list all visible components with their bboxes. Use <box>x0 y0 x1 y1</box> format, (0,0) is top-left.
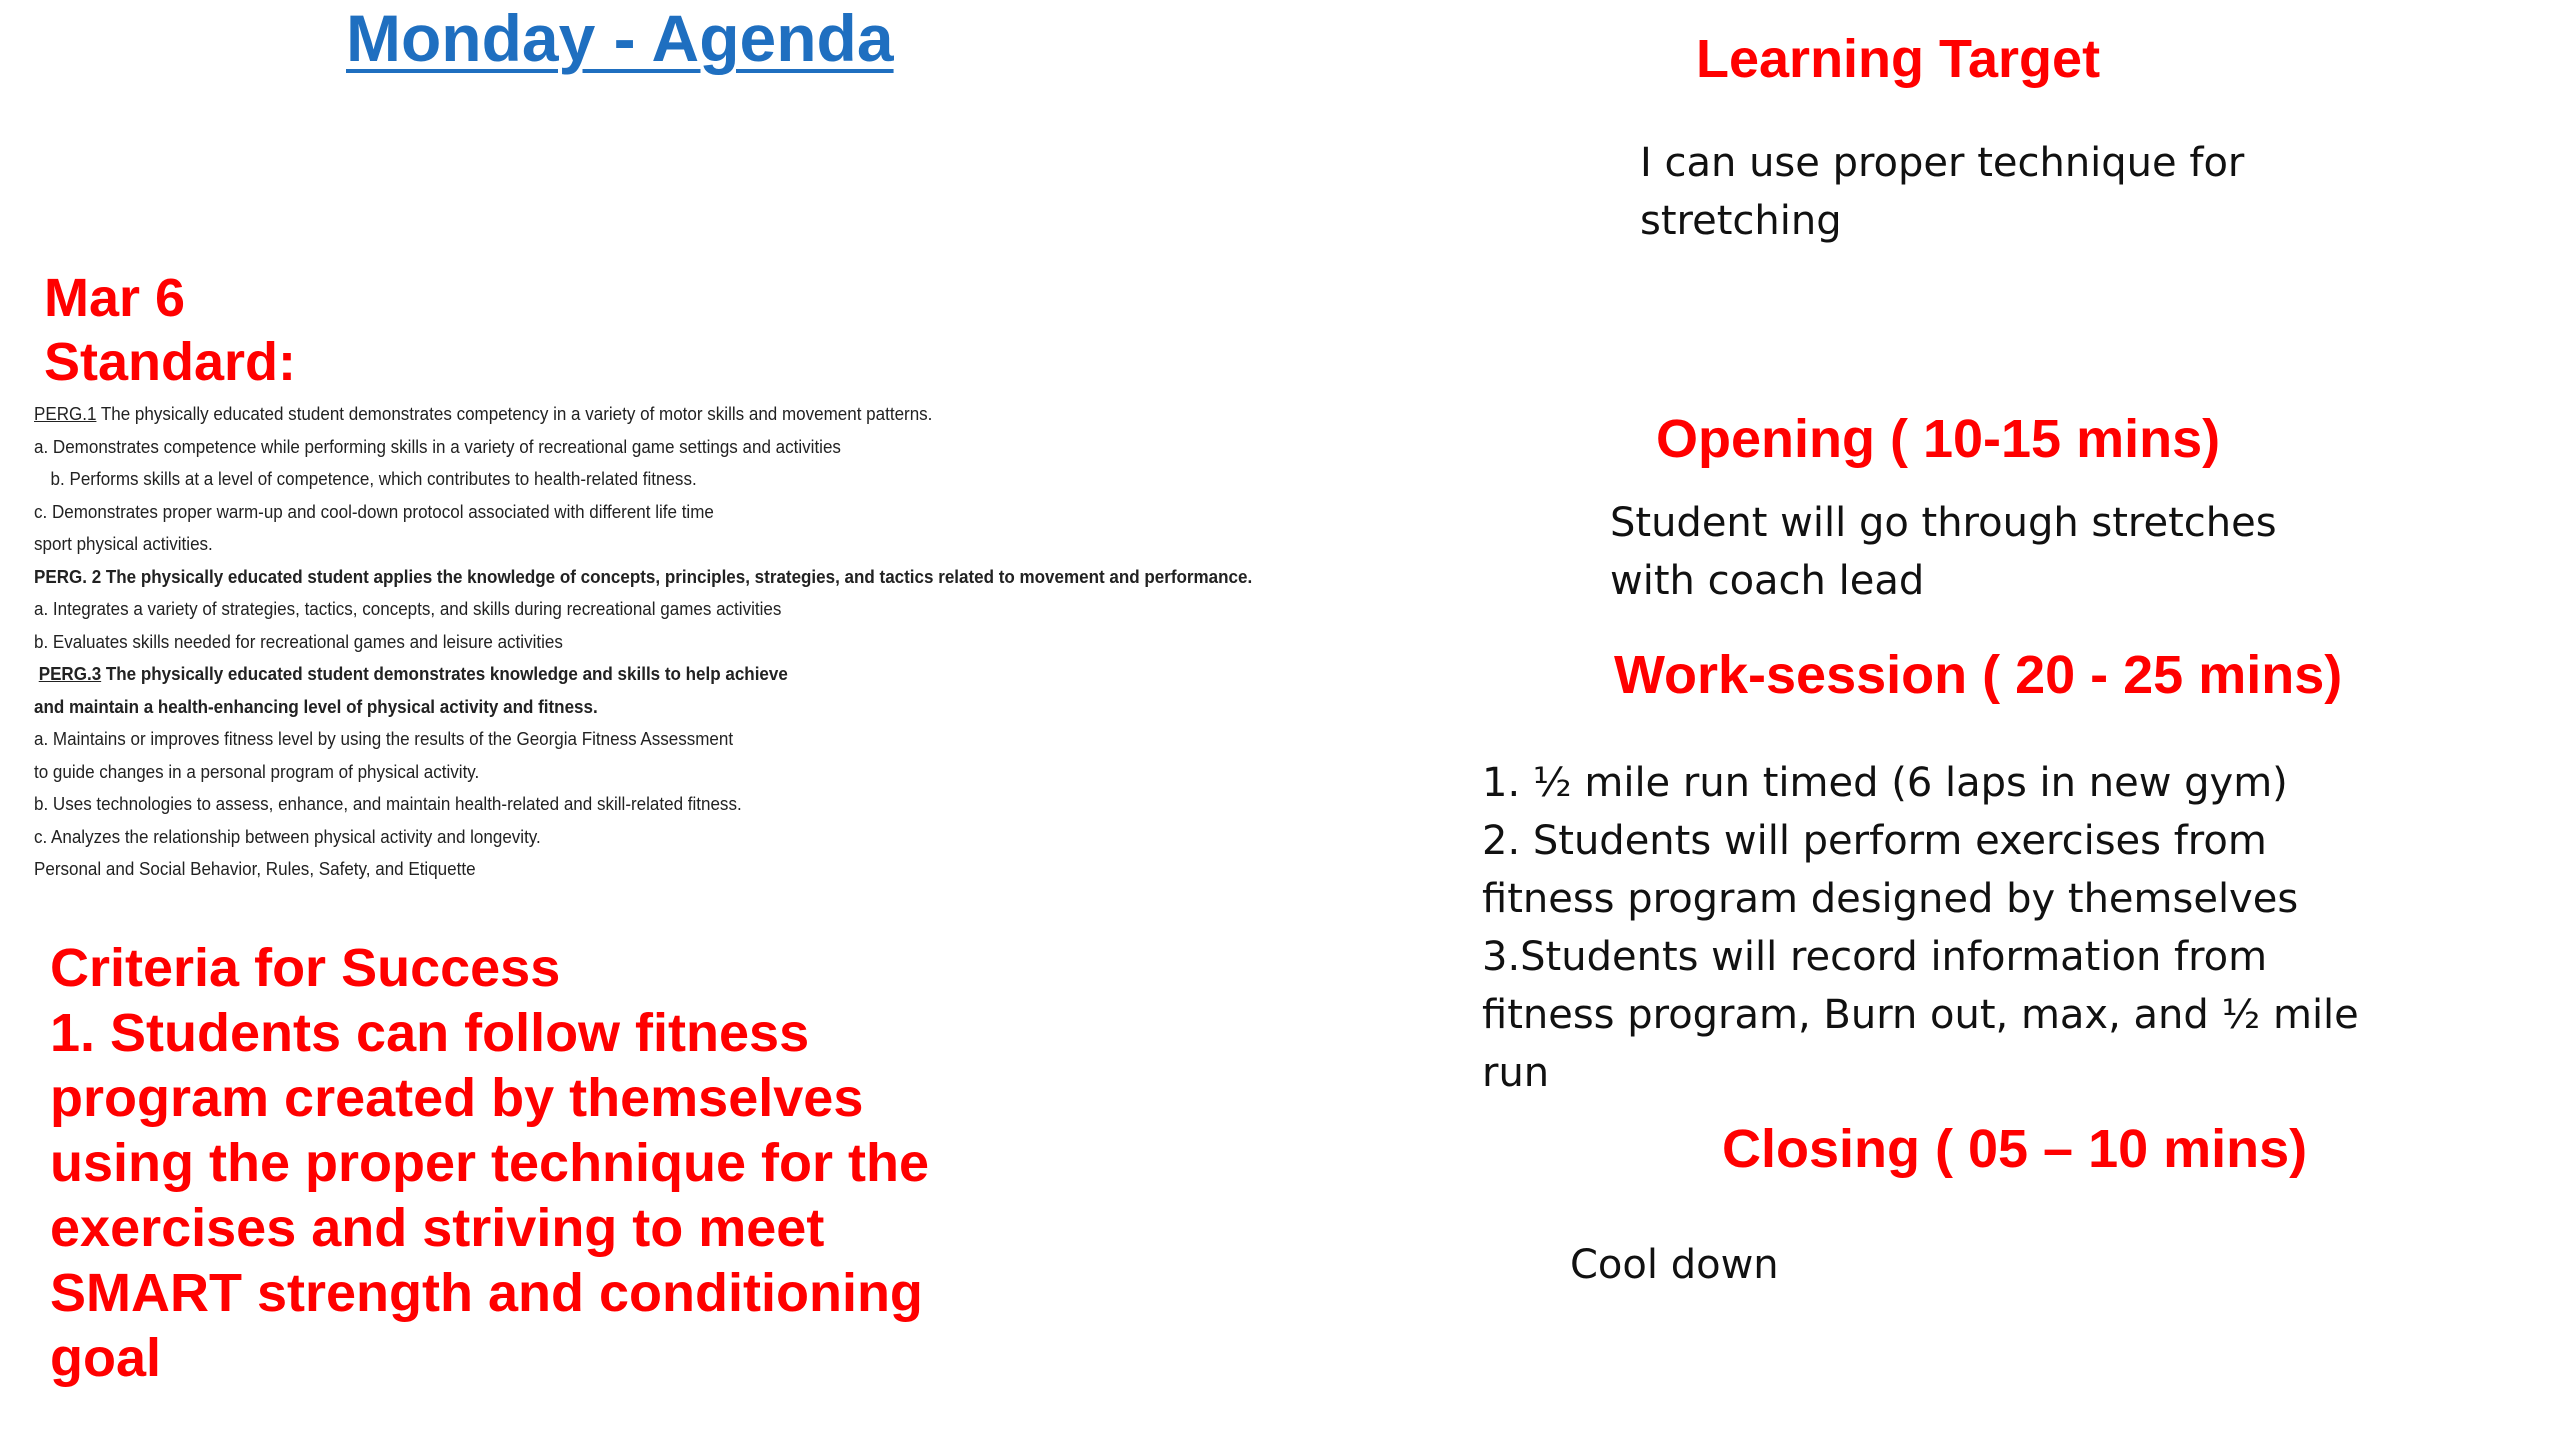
opening-heading: Opening ( 10-15 mins) <box>1656 409 2221 469</box>
standard-line: b. Performs skills at a level of competence, which contributes to health-related fitness. <box>50 468 697 489</box>
standard-line: c. Analyzes the relationship between physical activity and longevity. <box>34 825 541 847</box>
standard-line: b. Evaluates skills needed for recreational games and leisure activities <box>34 630 563 652</box>
work-session-item: 2. Students will perform exercises from fitness program designed by themselves <box>1482 818 2299 922</box>
standard-code: PERG.3 <box>38 663 102 684</box>
closing-heading: Closing ( 05 – 10 mins) <box>1722 1119 2308 1179</box>
standard-line: sport physical activities. <box>34 533 213 554</box>
standard-line: c. Demonstrates proper warm-up and cool-down protocol associated with different life time <box>34 500 714 522</box>
learning-target-text: I can use proper technique for stretching <box>1640 140 2245 244</box>
work-session-heading: Work-session ( 20 - 25 mins) <box>1614 645 2343 705</box>
standard-line: and maintain a health-enhancing level of physical activity and fitness. <box>34 695 598 717</box>
learning-target-heading: Learning Target <box>1696 29 2101 89</box>
standard-line: a. Demonstrates competence while performing skills in a variety of recreational game settings and activities <box>34 435 841 457</box>
standard-list <box>34 398 1253 886</box>
work-session-item: 1. ½ mile run timed (6 laps in new gym) <box>1482 760 2288 806</box>
standard-line: PERG.1 The physically educated student demonstrates competency in a variety of motor skills and movement patterns. <box>34 403 933 424</box>
standard-line: Personal and Social Behavior, Rules, Safety, and Etiquette <box>34 858 476 879</box>
criteria-heading: Criteria for Success <box>50 938 561 998</box>
standard-line: b. Uses technologies to assess, enhance, and maintain health-related and skill-related fitness. <box>34 793 742 814</box>
work-session-list <box>1482 754 2362 1102</box>
page-title: Monday - Agenda <box>346 1 894 75</box>
standard-line: PERG. 2 The physically educated student applies the knowledge of concepts, principles, strategies, and tactics related to movement and performance. <box>34 565 1253 587</box>
standard-code: PERG.1 <box>34 403 97 424</box>
date-label: Mar 6 <box>44 268 186 328</box>
standard-line: to guide changes in a personal program of physical activity. <box>34 760 480 782</box>
work-session-item: 3.Students will record information from fitness program, Burn out, max, and ½ mile run <box>1482 934 2359 1096</box>
criteria-text: 1. Students can follow fitness program created by themselves using the proper technique for the exercises and striving to meet SMART strength and conditioning goal <box>50 1003 930 1388</box>
standard-line: a. Integrates a variety of strategies, tactics, concepts, and skills during recreational games activities <box>34 598 782 619</box>
closing-text: Cool down <box>1570 1242 1779 1288</box>
standard-line: a. Maintains or improves fitness level by using the results of the Georgia Fitness Assessment <box>34 728 734 749</box>
standard-line: PERG.3 The physically educated student demonstrates knowledge and skills to help achieve <box>38 663 788 684</box>
standard-heading: Standard: <box>44 332 297 392</box>
opening-text: Student will go through stretches with coach lead <box>1610 500 2277 604</box>
